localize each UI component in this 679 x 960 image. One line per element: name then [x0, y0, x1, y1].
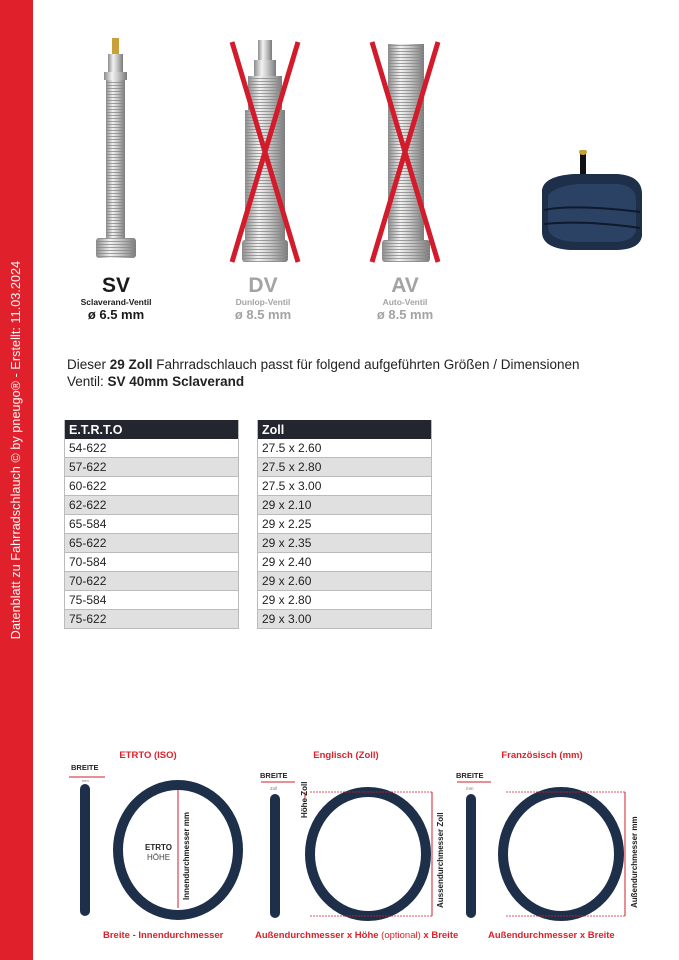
etrto-cell: 70-584: [65, 553, 239, 572]
valve-sv-diameter: ø 6.5 mm: [87, 307, 145, 322]
tire-size-diagrams: [33, 740, 679, 960]
desc-l1-bold: 29 Zoll: [109, 357, 153, 372]
valve-av-label: [330, 275, 480, 323]
franz-breite-unit: mm: [466, 786, 474, 791]
zoll-cell: 29 x 2.80: [258, 591, 432, 610]
englisch-vertical-label: Aussendurchmesser Zoll: [436, 812, 445, 908]
valve-av-code: AV: [391, 274, 419, 297]
etrto-cell: 60-622: [65, 477, 239, 496]
etrto-breite-label: BREITE: [71, 763, 99, 772]
etrto-row: [65, 496, 239, 515]
etrto-cell: 65-584: [65, 515, 239, 534]
etrto-cell: 65-622: [65, 534, 239, 553]
inner-tube-image: [534, 150, 650, 256]
englisch-diagram: [255, 768, 445, 928]
zoll-row: [258, 534, 432, 553]
description-line-1: [67, 356, 580, 373]
desc-l1-post: Fahrradschlauch passt für folgend aufgeführten Größen / Dimensionen: [152, 357, 580, 372]
zoll-row: [258, 496, 432, 515]
zoll-cell: 29 x 2.40: [258, 553, 432, 572]
desc-l2-bold: SV 40mm Sclaverand: [107, 374, 245, 389]
zoll-cell: 27.5 x 2.80: [258, 458, 432, 477]
zoll-row: [258, 458, 432, 477]
franz-caption: Außendurchmesser x Breite: [488, 930, 615, 941]
valve-av-name: Auto-Ventil: [382, 297, 428, 307]
etrto-row: [65, 458, 239, 477]
etrto-row: [65, 534, 239, 553]
description-line-2: [67, 373, 580, 390]
franz-vertical-label: Außendurchmesser mm: [630, 816, 639, 908]
zoll-row: [258, 591, 432, 610]
etrto-row: [65, 477, 239, 496]
valve-av-image: [368, 40, 444, 266]
desc-l1-pre: Dieser: [67, 357, 110, 372]
valve-dv-label: [188, 275, 338, 323]
etrto-header: E.T.R.T.O: [65, 420, 239, 439]
valve-av-diameter: ø 8.5 mm: [376, 307, 434, 322]
valve-sv-image: [88, 38, 144, 264]
zoll-cell: 29 x 2.10: [258, 496, 432, 515]
description: [67, 356, 580, 390]
zoll-row: [258, 572, 432, 591]
etrto-vertical-label: Innendurchmesser mm: [182, 811, 191, 900]
etrto-row: [65, 591, 239, 610]
etrto-row: [65, 572, 239, 591]
franz-diagram: [451, 768, 641, 928]
englisch-diagram-title: Englisch (Zoll): [313, 750, 379, 761]
etrto-center-sub: HÖHE: [147, 853, 171, 862]
valve-dv-code: DV: [248, 274, 278, 297]
etrto-cell: 75-622: [65, 610, 239, 629]
zoll-row: [258, 553, 432, 572]
etrto-row: [65, 515, 239, 534]
zoll-cell: 29 x 2.25: [258, 515, 432, 534]
valve-dv-image: [228, 40, 304, 266]
franz-breite-label: BREITE: [456, 771, 484, 780]
englisch-caption-end: x Breite: [420, 930, 459, 941]
etrto-diagram-title: ETRTO (ISO): [119, 750, 177, 761]
zoll-row: [258, 439, 432, 458]
zoll-table: [257, 420, 432, 629]
englisch-caption-main: Außendurchmesser x Höhe: [255, 930, 382, 941]
desc-l2-pre: Ventil:: [67, 374, 108, 389]
etrto-table: [64, 420, 239, 629]
englisch-caption-optional: (optional): [381, 930, 421, 941]
franz-diagram-title: Französisch (mm): [501, 750, 583, 761]
etrto-caption: Breite - Innendurchmesser: [103, 930, 224, 941]
etrto-cell: 54-622: [65, 439, 239, 458]
valve-dv-diameter: ø 8.5 mm: [234, 307, 292, 322]
valve-sv-name: Sclaverand-Ventil: [80, 297, 152, 307]
zoll-row: [258, 477, 432, 496]
valve-sv-label: [41, 275, 191, 323]
zoll-cell: 27.5 x 2.60: [258, 439, 432, 458]
zoll-cell: 27.5 x 3.00: [258, 477, 432, 496]
sidebar-text: Datenblatt zu Fahrradschlauch © by pneugo® - Erstellt: 11.03.2024: [9, 260, 23, 640]
sidebar-stripe: [0, 0, 33, 960]
etrto-cell: 75-584: [65, 591, 239, 610]
etrto-row: [65, 553, 239, 572]
englisch-caption: [255, 930, 458, 941]
valve-dv-name: Dunlop-Ventil: [235, 297, 291, 307]
englisch-breite-label: BREITE: [260, 771, 288, 780]
etrto-breite-unit: mm: [82, 778, 89, 783]
etrto-center-label: ETRTO: [145, 843, 172, 852]
etrto-row: [65, 439, 239, 458]
etrto-cell: 57-622: [65, 458, 239, 477]
zoll-row: [258, 610, 432, 629]
zoll-cell: 29 x 2.60: [258, 572, 432, 591]
zoll-row: [258, 515, 432, 534]
zoll-cell: 29 x 2.35: [258, 534, 432, 553]
etrto-cell: 62-622: [65, 496, 239, 515]
etrto-diagram: [65, 760, 255, 930]
englisch-hoehe-label: Höhe Zoll: [300, 781, 309, 818]
zoll-cell: 29 x 3.00: [258, 610, 432, 629]
etrto-cell: 70-622: [65, 572, 239, 591]
etrto-row: [65, 610, 239, 629]
valve-sv-code: SV: [101, 274, 130, 297]
englisch-breite-unit: Zoll: [270, 786, 278, 791]
zoll-header: Zoll: [258, 420, 432, 439]
